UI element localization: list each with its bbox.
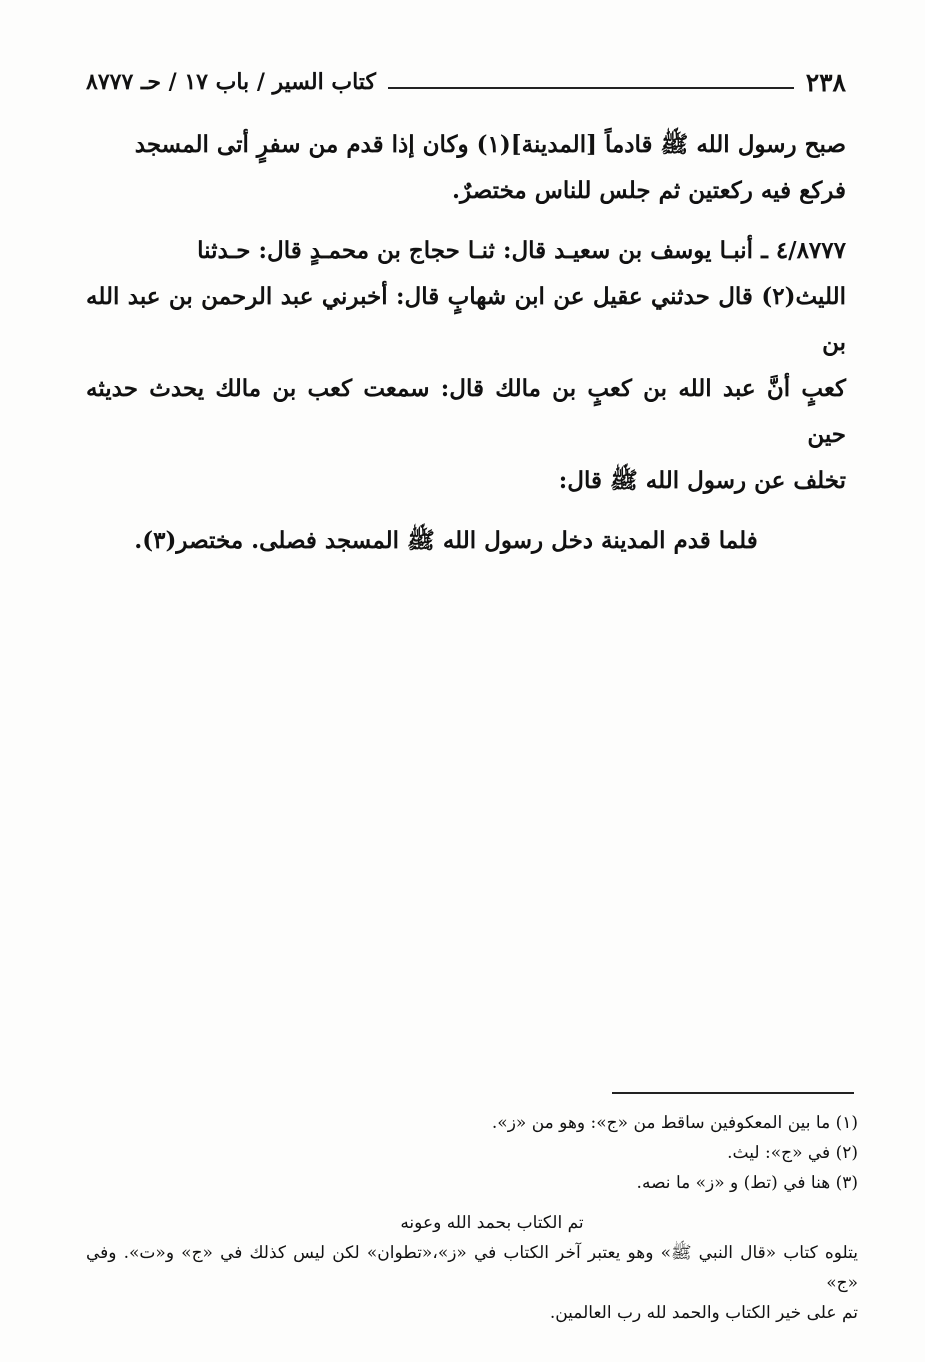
paragraph-1-line-2: فركع فيه ركعتين ثم جلس للناس مختصرٌ.	[452, 177, 846, 204]
colophon-line-1: يتلوه كتاب «قال النبي ﷺ» وهو يعتبر آخر الكتاب في «ز»،«تطوان» لكن ليس كذلك في «ج» و«ت». وفي «ج»	[86, 1243, 858, 1293]
paragraph-3-line-1: فلما قدم المدينة دخل رسول الله ﷺ المسجد فصلى. مختصر(٣).	[134, 527, 758, 554]
paragraph-2-line-3: كعبٍ أنَّ عبد الله بن كعبٍ بن مالك قال: سمعت كعب بن مالك يحدث حديثه حين	[86, 375, 846, 448]
paragraph-2-line-4: تخلف عن رسول الله ﷺ قال:	[558, 467, 846, 494]
footnotes	[86, 1108, 858, 1328]
paragraph-2-line-1	[86, 228, 846, 274]
main-text	[86, 122, 846, 564]
paragraph-2-line-1-text: أنبـا يوسف بن سعيـد قال: ثنـا حجاج بن محمـدٍ قال: حـدثنا	[197, 237, 754, 264]
footnote-1: (١) ما بين المعكوفين ساقط من «ج»: وهو من «ز».	[491, 1113, 858, 1133]
page-number: ٢٣٨	[805, 67, 846, 97]
colophon-line-2: تم على خير الكتاب والحمد لله رب العالمين.	[549, 1303, 858, 1323]
paragraph-2-line-2: الليث(٢) قال حدثني عقيل عن ابن شهابٍ قال: أخبرني عبد الرحمن بن عبد الله بن	[86, 283, 846, 356]
header-rule	[388, 87, 794, 89]
colophon-title: تم الكتاب بحمد الله وعونه	[400, 1213, 584, 1233]
hadith-number: ٤/٨٧٧٧ ـ	[761, 237, 846, 264]
footnote-rule	[612, 1092, 854, 1094]
footnote-2: (٢) في «ج»: ليث.	[727, 1143, 858, 1163]
page-header	[86, 62, 846, 102]
paragraph-1-line-1: صبح رسول الله ﷺ قادماً [المدينة](١) وكان إذا قدم من سفرٍ أتى المسجد	[134, 131, 846, 158]
running-head: كتاب السير / باب ١٧ / حـ ٨٧٧٧	[86, 69, 376, 95]
footnote-3: (٣) هنا في (تط) و «ز» ما نصه.	[636, 1173, 858, 1193]
